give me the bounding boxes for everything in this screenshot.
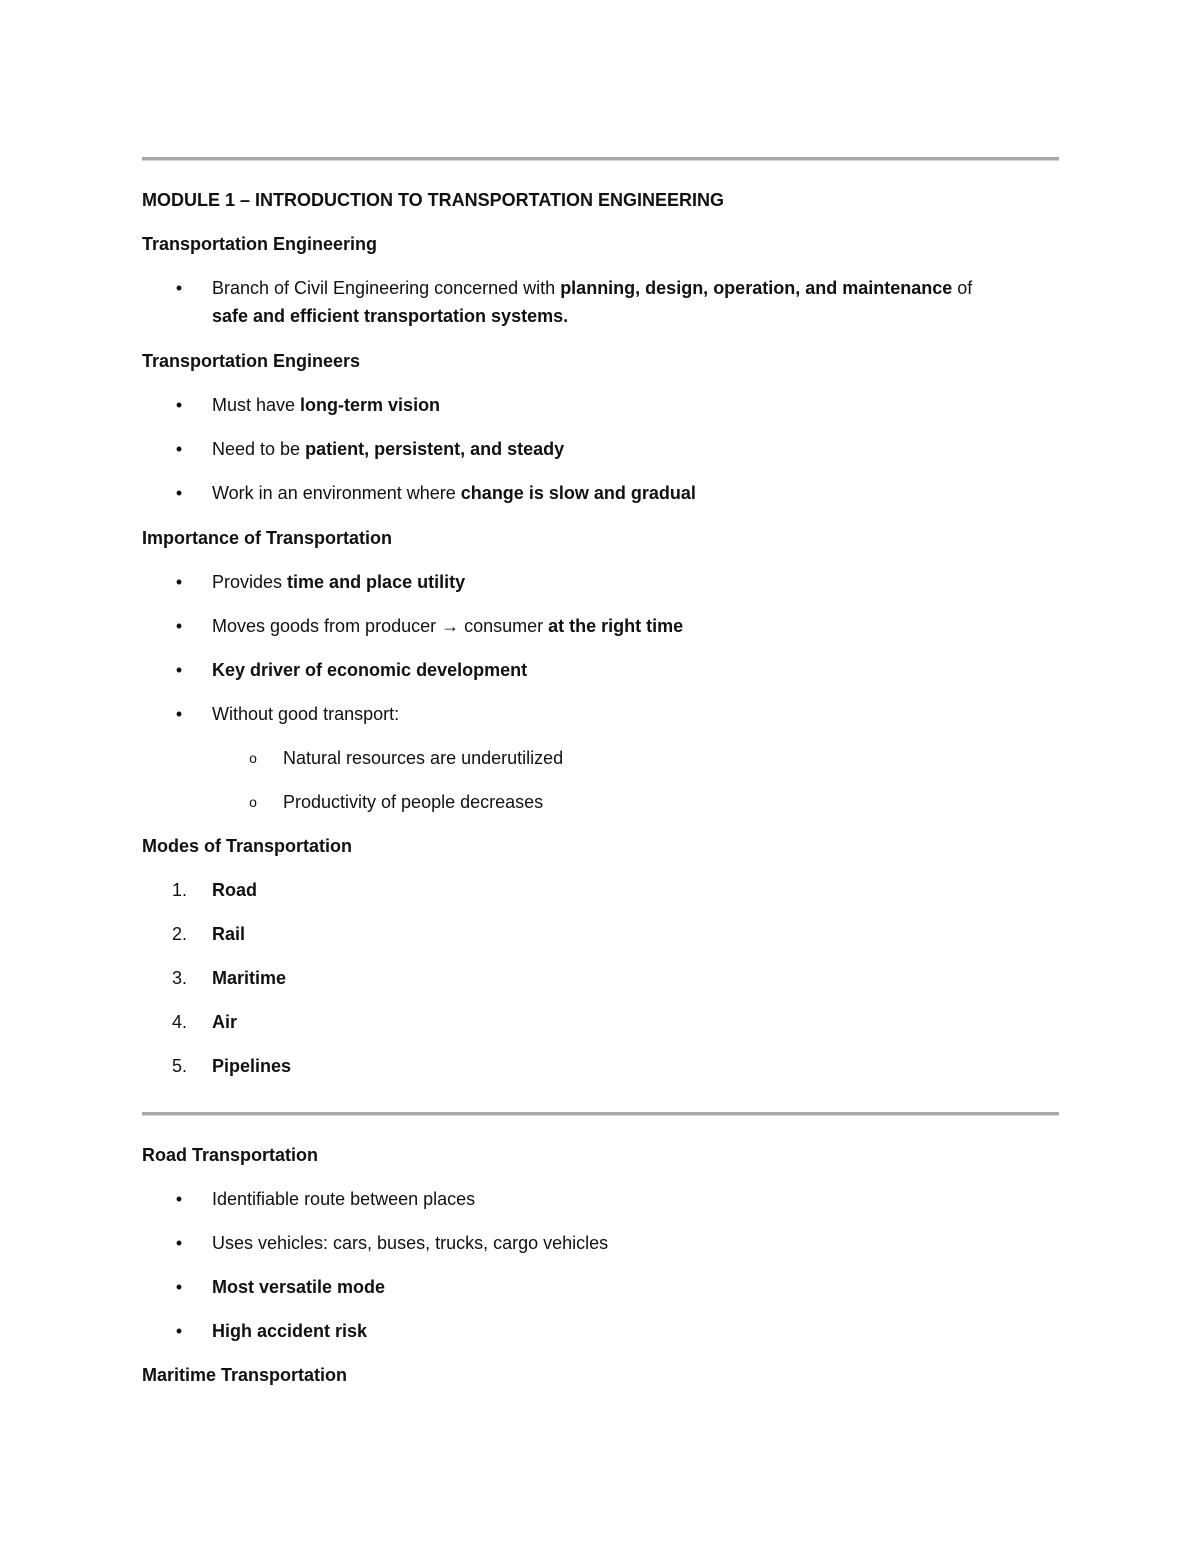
sub-list-item: Natural resources are underutilized <box>283 748 564 768</box>
list-item: Key driver of economic development <box>212 660 528 680</box>
section-heading-transportation-engineering: Transportation Engineering <box>142 234 378 254</box>
list-item: Identifiable route between places <box>212 1189 476 1209</box>
list-item: Most versatile mode <box>212 1277 386 1297</box>
bullet-icon: • <box>175 704 183 724</box>
bullet-icon: • <box>175 483 183 503</box>
list-number: 5. <box>172 1056 188 1076</box>
list-item: Need to be patient, persistent, and steady <box>212 439 565 459</box>
sub-bullet-icon: o <box>249 794 257 810</box>
list-item-continuation: safe and efficient transportation systems. <box>212 306 569 326</box>
section-heading-maritime: Maritime Transportation <box>142 1365 348 1385</box>
section-heading-modes: Modes of Transportation <box>142 836 353 856</box>
section-heading-importance: Importance of Transportation <box>142 528 393 548</box>
horizontal-rule-middle <box>142 1112 1059 1116</box>
numbered-item: Air <box>212 1012 238 1032</box>
section-heading-transportation-engineers: Transportation Engineers <box>142 351 361 371</box>
bullet-icon: • <box>175 1189 183 1209</box>
bullet-icon: • <box>175 1321 183 1341</box>
horizontal-rule-top <box>142 157 1059 161</box>
list-item: Work in an environment where change is slow and gradual <box>212 483 696 503</box>
list-number: 2. <box>172 924 188 944</box>
sub-list-item: Productivity of people decreases <box>283 792 544 812</box>
list-item: Branch of Civil Engineering concerned with planning, design, operation, and maintenance of <box>212 278 973 298</box>
module-title: MODULE 1 – INTRODUCTION TO TRANSPORTATION ENGINEERING <box>142 190 725 210</box>
list-number: 3. <box>172 968 188 988</box>
list-item: Provides time and place utility <box>212 572 466 592</box>
list-item: Moves goods from producer → consumer at the right time <box>212 616 684 636</box>
bullet-icon: • <box>175 616 183 636</box>
bullet-icon: • <box>175 1233 183 1253</box>
numbered-item: Road <box>212 880 257 900</box>
numbered-item: Pipelines <box>212 1056 292 1076</box>
sub-bullet-icon: o <box>249 750 257 766</box>
bullet-icon: • <box>175 660 183 680</box>
numbered-item: Maritime <box>212 968 287 988</box>
bullet-icon: • <box>175 439 183 459</box>
bullet-icon: • <box>175 278 183 298</box>
list-item: Must have long-term vision <box>212 395 441 415</box>
list-item: Uses vehicles: cars, buses, trucks, cargo vehicles <box>212 1233 609 1253</box>
list-item: High accident risk <box>212 1321 368 1341</box>
list-number: 1. <box>172 880 188 900</box>
bullet-icon: • <box>175 572 183 592</box>
list-number: 4. <box>172 1012 188 1032</box>
bullet-icon: • <box>175 395 183 415</box>
bullet-icon: • <box>175 1277 183 1297</box>
numbered-item: Rail <box>212 924 246 944</box>
list-item: Without good transport: <box>212 704 400 724</box>
section-heading-road: Road Transportation <box>142 1145 319 1165</box>
